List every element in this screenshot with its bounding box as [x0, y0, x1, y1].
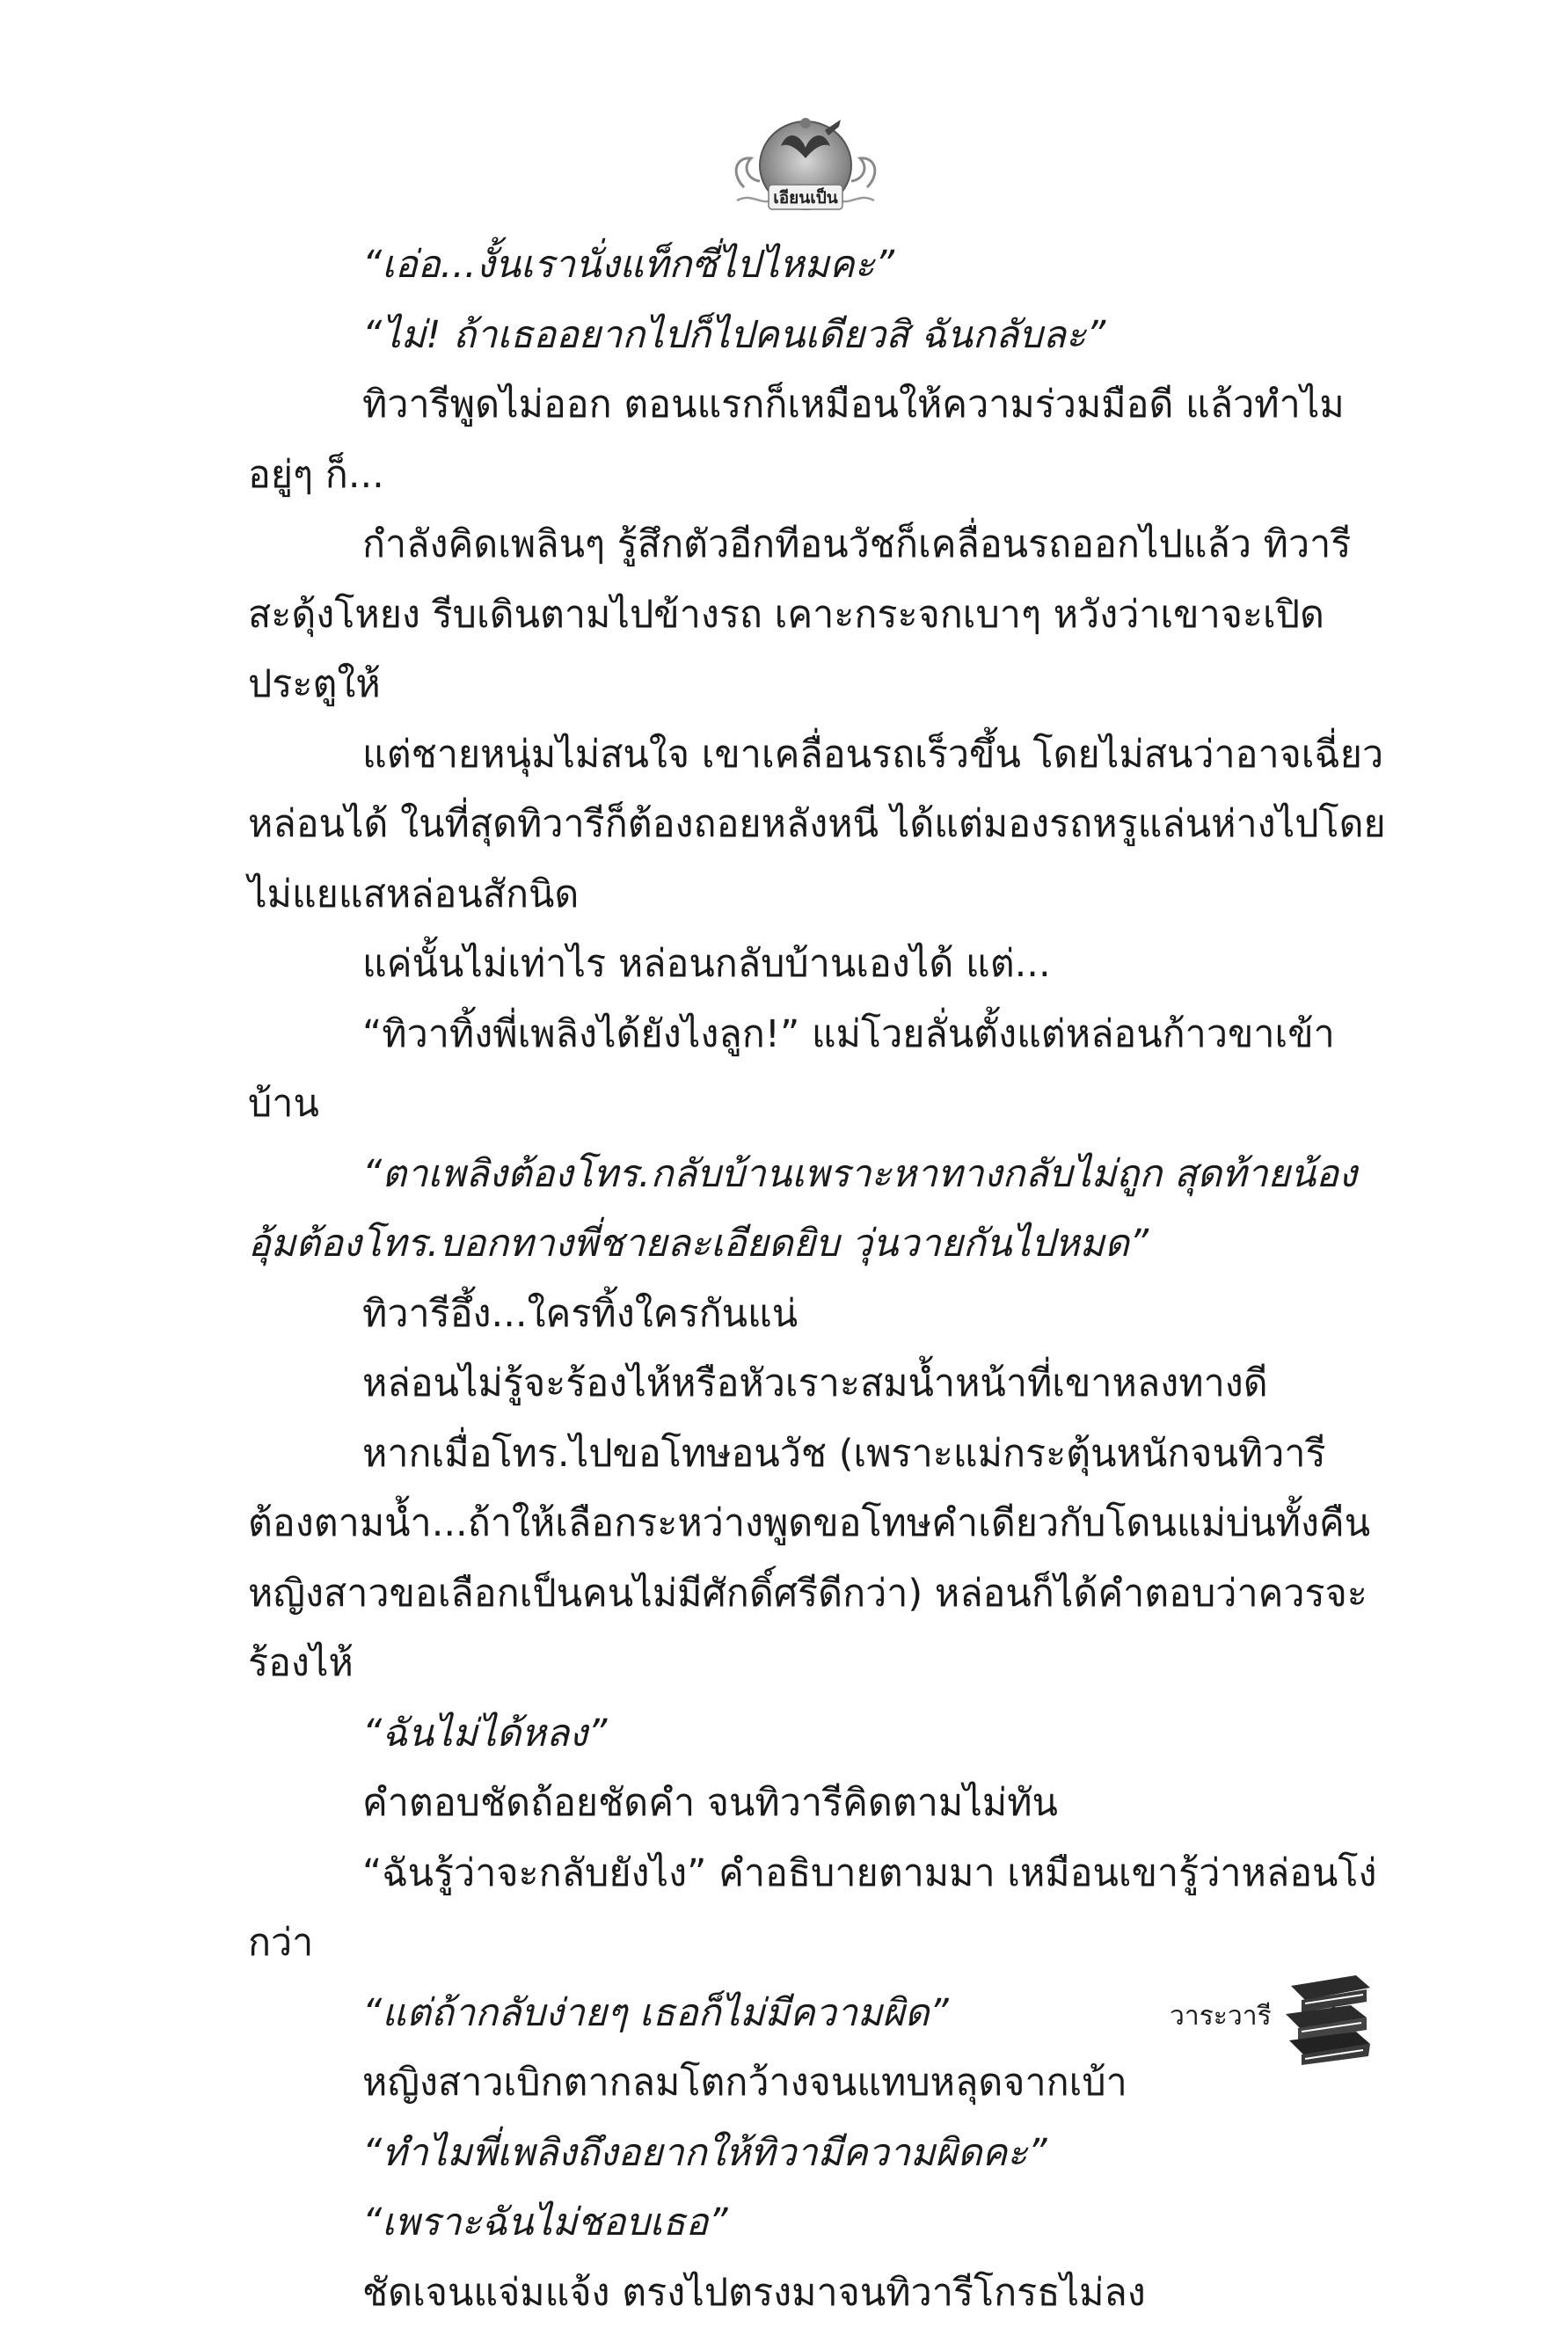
paragraph: หากเมื่อโทร.ไปขอโทษอนวัช (เพราะแม่กระตุ้นหนักจนทิวารีต้องตามน้ำ...ถ้าให้เลือกระหว่างพูดขอโทษคำเดียวกับโดนแม่บ่นทั้งคืน หญิงสาวขอเลือกเป็นคนไม่มีศักดิ์ศรีดีกว่า) หล่อนก็ได้คำตอบว่าควรจะร้องไห้: [248, 1419, 1391, 1699]
paragraph: “ทิวาทิ้งพี่เพลิงได้ยังไงลูก!” แม่โวยลั่นตั้งแต่หล่อนก้าวขาเข้าบ้าน: [248, 1000, 1391, 1140]
paragraph: แต่ชายหนุ่มไม่สนใจ เขาเคลื่อนรถเร็วขึ้น โดยไม่สนว่าอาจเฉี่ยวหล่อนได้ ในที่สุดทิวารีก็ต้องถอยหลังหนี ได้แต่มองรถหรูแล่นห่างไปโดยไม่แยแสหล่อนสักนิด: [248, 720, 1391, 930]
paragraph: “ฉันรู้ว่าจะกลับยังไง” คำอธิบายตามมา เหมือนเขารู้ว่าหล่อนโง่กว่า: [248, 1839, 1391, 1979]
paragraph: “เพราะฉันไม่ชอบเธอ”: [248, 2188, 1391, 2259]
paragraph: คำตอบชัดถ้อยชัดคำ จนทิวารีคิดตามไม่ทัน: [248, 1769, 1391, 1839]
paragraph: ทิวารีพูดไม่ออก ตอนแรกก็เหมือนให้ความร่วมมือดี แล้วทำไมอยู่ๆ ก็...: [248, 370, 1391, 510]
paragraph: แค่นั้นไม่เท่าไร หล่อนกลับบ้านเองได้ แต่...: [248, 930, 1391, 1000]
paragraph: หล่อนไม่รู้จะร้องไห้หรือหัวเราะสมน้ำหน้าที่เขาหลงทางดี: [248, 1349, 1391, 1419]
paragraph: “เอ่อ...งั้นเรานั่งแท็กซี่ไปไหมคะ”: [248, 230, 1391, 301]
header-logo: [726, 104, 885, 227]
logo-text: เอียนเป็น: [773, 186, 838, 208]
paragraph: ชัดเจนแจ่มแจ้ง ตรงไปตรงมาจนทิวารีโกรธไม่ลง: [248, 2259, 1391, 2328]
footer-author: วาระวารี: [1170, 1999, 1272, 2034]
paragraph: หญิงสาวเบิกตากลมโตกว้างจนแทบหลุดจากเบ้า: [248, 2048, 1391, 2119]
paragraph: “ตาเพลิงต้องโทร.กลับบ้านเพราะหาทางกลับไม่ถูก สุดท้ายน้องอุ้มต้องโทร.บอกทางพี่ชายละเอียดยิบ วุ่นวายกันไปหมด”: [248, 1140, 1391, 1280]
book-stack-icon: [1275, 1968, 1381, 2067]
paragraph: “ฉันไม่ได้หลง”: [248, 1699, 1391, 1770]
paragraph: ทิวารีอึ้ง...ใครทิ้งใครกันแน่: [248, 1280, 1391, 1350]
paragraph: “แต่ถ้ากลับง่ายๆ เธอก็ไม่มีความผิด”: [248, 1979, 1391, 2049]
paragraph: “ไม่! ถ้าเธออยากไปก็ไปคนเดียวสิ ฉันกลับละ”: [248, 301, 1391, 371]
paragraph: กำลังคิดเพลินๆ รู้สึกตัวอีกทีอนวัชก็เคลื่อนรถออกไปแล้ว ทิวารีสะดุ้งโหยง รีบเดินตามไปข้างรถ เคาะกระจกเบาๆ หวังว่าเขาจะเปิดประตูให้: [248, 510, 1391, 720]
paragraph: “ทำไมพี่เพลิงถึงอยากให้ทิวามีความผิดคะ”: [248, 2119, 1391, 2189]
